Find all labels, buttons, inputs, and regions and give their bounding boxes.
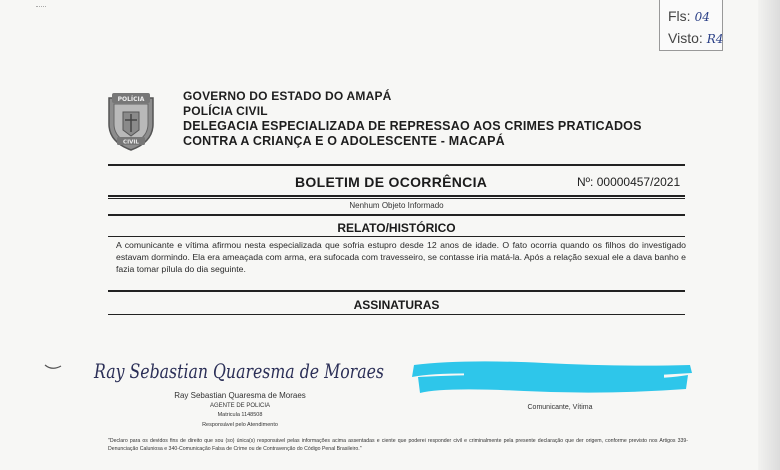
narrative-text: A comunicante e vítima afirmou nesta especializada que sofria estupro desde 12 anos de idade. O fato ocorria quando os filhos do investigado estavam dormindo. Ela era ameaçada com arma, era sufocada com travesseiro, se contasse iria matá-la. Após a relação sexual ele a dava banho e fazia tomar pílula do dia seguinte. bbox=[116, 240, 686, 274]
page-edge-shadow bbox=[758, 0, 780, 470]
top-mark bbox=[36, 6, 46, 11]
ink-mark-icon bbox=[44, 363, 62, 371]
report-title: BOLETIM DE OCORRÊNCIA bbox=[295, 174, 488, 190]
officer-registration: Matricula 1148508 bbox=[217, 412, 263, 418]
object-note: Nenhum Objeto Informado bbox=[349, 201, 444, 210]
officer-role: AGENTE DE POLICIA bbox=[209, 403, 270, 409]
folio-fls-label: Fls: bbox=[668, 8, 691, 24]
narrative-rule bbox=[108, 236, 685, 237]
folio-fls-row bbox=[668, 8, 710, 24]
officer-note: Responsável pelo Atendimento bbox=[202, 422, 278, 428]
victim-label: Comunicante, Vítima bbox=[527, 404, 593, 411]
header-department-line2: CONTRA A CRIANÇA E O ADOLESCENTE - MACAPÁ bbox=[183, 134, 505, 148]
title-rule bbox=[108, 195, 685, 197]
signatures-rule-top bbox=[108, 290, 685, 292]
title-rule-thin bbox=[108, 198, 685, 199]
folio-visto-label: Visto: bbox=[668, 30, 703, 46]
header-rule bbox=[108, 164, 685, 166]
header-department-line1: DELEGACIA ESPECIALIZADA DE REPRESSAO AOS CRIMES PRATICADOS bbox=[183, 119, 642, 133]
report-number: Nº: 00000457/2021 bbox=[577, 175, 681, 189]
folio-visto-row bbox=[668, 30, 723, 46]
police-crest-icon bbox=[103, 90, 159, 152]
folio-visto-value: R4 bbox=[706, 32, 724, 46]
header-government: GOVERNO DO ESTADO DO AMAPÁ bbox=[183, 89, 392, 103]
header-police: POLÍCIA CIVIL bbox=[183, 104, 268, 118]
victim-signature-redaction bbox=[404, 357, 696, 399]
officer-signature-text: Ray Sebastian Quaresma de Moraes bbox=[93, 359, 384, 383]
officer-signature bbox=[90, 350, 390, 390]
legal-notice: "Declaro para os devidos fins de direito que sou (so) única(s) responsável pelas informações acima assentadas e ciente que poderei responder civil e criminalmente pela presente declaração que der origem, conforme previsto nos Artigos 339-Denunciação Caluniosa e 340-Comunicação Falsa de Crime ou de Contravenção do Código Penal Brasileiro." bbox=[108, 438, 688, 452]
folio-fls-value: 04 bbox=[694, 10, 710, 24]
signatures-rule bbox=[108, 314, 685, 315]
svg-text:CIVIL: CIVIL bbox=[123, 139, 139, 146]
object-rule bbox=[108, 214, 685, 216]
folio-stamp-box bbox=[659, 0, 723, 51]
officer-name: Ray Sebastian Quaresma de Moraes bbox=[174, 391, 306, 400]
narrative-title: RELATO/HISTÓRICO bbox=[337, 221, 456, 235]
signatures-title: ASSINATURAS bbox=[353, 298, 440, 312]
svg-text:POLÍCIA: POLÍCIA bbox=[117, 96, 145, 103]
